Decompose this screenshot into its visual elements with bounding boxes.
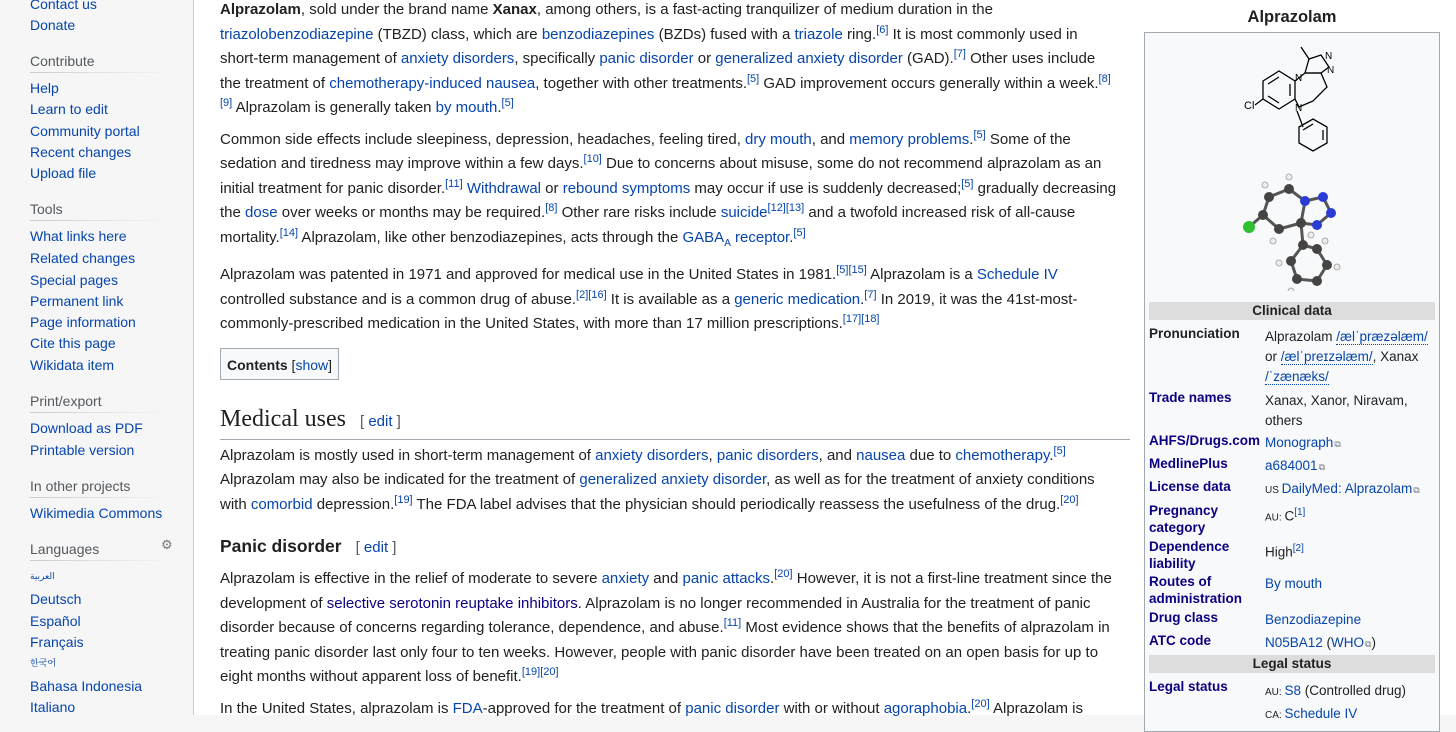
text: or: [541, 179, 563, 197]
sidebar-lang-deutsch[interactable]: Deutsch: [30, 591, 82, 607]
sidebar-link-contact-us[interactable]: Contact us: [30, 0, 97, 12]
sidebar-link-cite-this-page[interactable]: Cite this page: [30, 335, 116, 351]
infobox-value-ahfs[interactable]: Monograph ⧉: [1265, 434, 1435, 453]
infobox-label-drug-class[interactable]: Drug class: [1149, 610, 1219, 625]
text: , among others, is a fast-acting tranquilizer of medium duration in the: [536, 1, 993, 18]
citation-link[interactable]: [19]: [394, 493, 413, 506]
citation-link[interactable]: [15]: [848, 264, 867, 276]
sidebar-link-help[interactable]: Help: [30, 80, 59, 96]
citation-link[interactable]: [16]: [588, 288, 607, 301]
text: In 2019, it was the 41st-most-commonly-prescribed medication in the United States, with more than 17 million prescriptions.: [220, 290, 1078, 332]
bracket: ]: [392, 412, 401, 430]
sidebar-link-download-pdf[interactable]: Download as PDF: [30, 420, 143, 436]
link-gaba-a-receptor[interactable]: [682, 228, 790, 249]
text: In the United States, alprazolam is: [220, 699, 453, 717]
text: GAD improvement occurs generally within a week.: [759, 74, 1099, 92]
text: High: [1265, 544, 1293, 560]
infobox-value-dependence-liability: [1265, 540, 1435, 561]
citation-link[interactable]: [11]: [723, 617, 742, 629]
citation-link[interactable]: [5]: [973, 128, 986, 141]
sidebar-heading-other-projects: In other projects: [30, 478, 131, 494]
sidebar-link-permanent-link[interactable]: Permanent link: [30, 293, 124, 309]
sidebar-divider: [30, 560, 170, 561]
section-title: Medical uses: [220, 405, 346, 432]
sidebar-link-related-changes[interactable]: Related changes: [30, 250, 136, 266]
link-panic-disorder[interactable]: panic disorder: [685, 699, 780, 717]
structure-atom-n: N: [1327, 65, 1335, 76]
sidebar-heading-tools: Tools: [30, 201, 63, 217]
link-generalized-anxiety-disorder[interactable]: generalized anxiety disorder: [715, 50, 903, 67]
text: Alprazolam is generally taken: [232, 99, 436, 116]
text: (: [1322, 635, 1332, 650]
citation-link[interactable]: [13]: [785, 202, 805, 214]
section-heading-medical-uses: [220, 404, 1130, 440]
text: with or without: [779, 699, 884, 717]
link-chemotherapy-induced-nausea[interactable]: chemotherapy-induced nausea: [329, 74, 536, 92]
text: , specifically: [514, 50, 600, 67]
infobox-label-trade-names[interactable]: Trade names: [1149, 390, 1232, 405]
citation-link[interactable]: [5]: [1053, 444, 1066, 457]
infobox: [1144, 32, 1440, 732]
infobox-header-legal-status: Legal status: [1149, 655, 1435, 673]
table-of-contents: [220, 348, 339, 380]
text: and: [649, 570, 683, 587]
link-panic-disorder[interactable]: panic disorder: [599, 50, 694, 67]
citation-link[interactable]: [18]: [861, 313, 880, 325]
text: , Xanax: [1372, 349, 1419, 364]
link-fda[interactable]: FDA: [452, 699, 483, 717]
text: Alprazolam is mostly used in short-term management of: [220, 446, 596, 464]
text: or: [693, 50, 716, 67]
sidebar-lang-arabic[interactable]: العربية: [30, 571, 55, 581]
skeletal-formula-image[interactable]: [1241, 37, 1351, 161]
sidebar-lang-francais[interactable]: Français: [30, 634, 84, 650]
infobox-label-license-data[interactable]: License data: [1149, 479, 1231, 494]
text: or: [1265, 349, 1281, 364]
text: ): [1371, 635, 1376, 650]
toc-bracket: ]: [328, 356, 333, 373]
infobox-label-pronunciation: Pronunciation: [1149, 326, 1240, 341]
citation-link[interactable]: [20]: [774, 568, 793, 580]
text: It is available as a: [606, 290, 735, 308]
citation-link[interactable]: [1]: [1294, 507, 1306, 518]
text: US: [1265, 485, 1282, 496]
panic-disorder-paragraph-2: [220, 697, 1120, 722]
citation-link[interactable]: [5]: [793, 226, 806, 239]
infobox-label-routes[interactable]: Routes of administration: [1149, 574, 1243, 606]
text: It is most commonly used in short-term management of: [220, 25, 1078, 67]
structure-atom-n: N: [1295, 103, 1303, 114]
text: Some of the sedation and tiredness may improve within a few days.: [220, 130, 1071, 172]
section-heading-panic-disorder: [220, 533, 1120, 561]
gear-icon[interactable]: ⚙: [161, 537, 173, 552]
text: Alprazolam is a: [866, 266, 977, 283]
toc-bracket: [: [287, 356, 296, 373]
sidebar-divider: [30, 220, 170, 221]
text: depression.: [312, 495, 395, 513]
link-anxiety[interactable]: anxiety: [601, 570, 650, 587]
structure-atom-cl: Cl: [1244, 100, 1255, 112]
text: Alprazolam: [1265, 329, 1337, 344]
ball-and-stick-model-image[interactable]: [1239, 167, 1349, 291]
link-text: receptor: [730, 228, 790, 246]
sidebar-heading-print-export: Print/export: [30, 393, 102, 409]
citation-link[interactable]: [8]: [545, 202, 558, 214]
sidebar-divider: [30, 72, 170, 73]
infobox-label-dependence-liability[interactable]: Dependence liability: [1149, 539, 1230, 571]
text: (GAD).: [902, 50, 954, 67]
link-dose[interactable]: dose: [245, 204, 278, 221]
sidebar-link-wikimedia-commons[interactable]: Wikimedia Commons: [30, 505, 163, 521]
citation-link[interactable]: [5]: [501, 97, 514, 109]
sidebar-divider: [30, 412, 170, 413]
edit-link[interactable]: edit: [363, 539, 389, 556]
link-memory-problems[interactable]: memory problems: [849, 130, 970, 148]
sidebar-link-what-links-here[interactable]: What links here: [30, 228, 127, 244]
text: .: [967, 699, 972, 717]
text: .: [1049, 446, 1054, 464]
sidebar-heading-contribute: Contribute: [30, 53, 95, 69]
text: AU:: [1265, 512, 1285, 524]
bracket: [: [359, 412, 369, 430]
sidebar-link-printable-version[interactable]: Printable version: [30, 442, 135, 458]
sidebar-link-learn-to-edit[interactable]: Learn to edit: [30, 101, 108, 117]
bold-term: Xanax: [492, 1, 537, 18]
link-rebound-symptoms[interactable]: rebound symptoms: [562, 179, 691, 197]
text: However, it is not a first-line treatment since the development of: [220, 570, 1112, 612]
link-panic-disorders[interactable]: panic disorders: [716, 446, 819, 464]
link-by-mouth[interactable]: by mouth: [435, 99, 498, 116]
link-schedule-iv[interactable]: Schedule IV: [976, 266, 1058, 283]
schedule-iv-link[interactable]: Schedule IV: [1284, 706, 1358, 721]
infobox-label-atc-code[interactable]: ATC code: [1149, 633, 1212, 648]
text: Alprazolam, like other benzodiazepines, acts through the: [298, 228, 683, 246]
infobox-value-legal-status: [1265, 680, 1435, 726]
sidebar-link-page-information[interactable]: Page information: [30, 314, 136, 330]
link-benzodiazepines[interactable]: benzodiazepines: [541, 25, 655, 43]
sidebar-heading-languages: Languages: [30, 541, 100, 557]
text: (BZDs) fused with a: [654, 25, 795, 43]
citation-link[interactable]: [2]: [1292, 543, 1304, 554]
infobox-value-drug-class[interactable]: Benzodiazepine: [1265, 612, 1362, 627]
infobox-value-medlineplus[interactable]: a684001 ⧉: [1265, 457, 1435, 476]
dailymed-link[interactable]: DailyMed: Alprazolam ⧉: [1282, 481, 1420, 496]
infobox-value-routes[interactable]: By mouth: [1265, 576, 1323, 591]
infobox-value-pronunciation: [1265, 327, 1435, 387]
link-anxiety-disorders[interactable]: anxiety disorders: [400, 50, 515, 67]
citation-link[interactable]: [5]: [747, 72, 760, 85]
infobox-value-pregnancy-category: [1265, 504, 1435, 527]
ipa-link[interactable]: /ˈzænæks/: [1265, 369, 1329, 384]
text: .: [770, 570, 775, 587]
link-text: GABA: [682, 228, 725, 246]
sidebar-link-wikidata-item[interactable]: Wikidata item: [30, 357, 115, 373]
ipa-link[interactable]: /ælˈpræzəlæm/: [1336, 329, 1428, 344]
lead-paragraph-1: [220, 0, 1120, 121]
text: Alprazolam is: [989, 699, 1084, 717]
text: gradually decreasing the: [220, 179, 1117, 221]
citation-link[interactable]: [14]: [279, 226, 299, 239]
text: ring.: [842, 25, 877, 43]
infobox-header-clinical-data: Clinical data: [1149, 302, 1435, 320]
edit-section: [356, 539, 397, 556]
sidebar-link-upload-file[interactable]: Upload file: [30, 165, 97, 181]
lead-paragraph-3: [220, 263, 1120, 337]
infobox-label-legal-status[interactable]: Legal status: [1149, 679, 1228, 694]
lead-paragraph-2: [220, 128, 1120, 257]
ipa-link[interactable]: /ælˈpreɪzəlæm/: [1280, 349, 1373, 364]
citation-link[interactable]: [10]: [583, 153, 602, 165]
text: controlled substance and is a common drug of abuse.: [220, 290, 577, 308]
infobox-value-trade-names: Xanax, Xanor, Niravam, others: [1265, 393, 1408, 428]
text: and a twofold increased risk of all-cause mortality.: [220, 204, 1076, 246]
sidebar-lang-espanol[interactable]: Español: [30, 613, 81, 629]
citation-link[interactable]: [17]: [842, 313, 862, 325]
text: . Alprazolam is no longer recommended in Australia for the treatment of panic disorder because of concerns regarding tolerance, dependence, and abuse.: [220, 594, 1091, 636]
citation-link[interactable]: [7]: [864, 288, 877, 301]
text: (Controlled drug): [1300, 683, 1407, 698]
bracket: [: [355, 539, 364, 556]
panic-disorder-paragraph: [220, 567, 1120, 690]
link-chemotherapy[interactable]: chemotherapy: [955, 446, 1050, 464]
link-nausea[interactable]: nausea: [856, 446, 906, 464]
text: may occur if use is suddenly decreased;: [690, 179, 962, 197]
bracket: ]: [388, 539, 397, 556]
toc-title: Contents: [227, 356, 288, 373]
citation-link[interactable]: [19]: [521, 666, 541, 678]
citation-link[interactable]: [12]: [767, 202, 786, 214]
text: , and: [818, 446, 857, 464]
text: Common side effects include sleepiness, depression, headaches, feeling tired,: [220, 130, 746, 148]
sidebar-lang-korean[interactable]: 한국어: [30, 658, 57, 668]
citation-link[interactable]: [6]: [876, 23, 889, 36]
text: Other uses include the treatment of: [220, 50, 1096, 92]
toc-show-link[interactable]: show: [295, 356, 329, 373]
citation-link[interactable]: [11]: [445, 177, 463, 190]
citation-link[interactable]: [2]: [576, 288, 589, 301]
link-anxiety-disorders[interactable]: anxiety disorders: [595, 446, 709, 464]
medical-uses-paragraph: [220, 444, 1120, 518]
sidebar-link-donate[interactable]: Donate: [30, 17, 76, 33]
who-link[interactable]: WHO ⧉: [1331, 635, 1371, 650]
sidebar-lang-italiano[interactable]: Italiano: [30, 699, 76, 715]
citation-link[interactable]: [20]: [1060, 493, 1079, 506]
text: , and: [811, 130, 850, 148]
link-panic-attacks[interactable]: panic attacks: [682, 570, 771, 587]
link-withdrawal[interactable]: Withdrawal: [466, 179, 542, 197]
content-area: [193, 0, 1456, 721]
link-subscript: A: [724, 237, 731, 249]
sidebar-link-recent-changes[interactable]: Recent changes: [30, 144, 132, 160]
edit-link[interactable]: edit: [368, 412, 393, 430]
sidebar: [0, 0, 193, 715]
infobox-value-atc-code: [1265, 634, 1435, 653]
text: C: [1284, 508, 1295, 524]
link-generic-medication[interactable]: generic medication: [734, 290, 861, 308]
article-body: [220, 0, 1120, 728]
sidebar-divider: [30, 497, 170, 498]
citation-link[interactable]: [8]: [1098, 72, 1111, 85]
structure-atom-n: N: [1325, 51, 1333, 62]
sidebar-link-special-pages[interactable]: Special pages: [30, 272, 118, 288]
link-dry-mouth[interactable]: dry mouth: [745, 130, 812, 148]
text: The FDA label advises that the physician should periodically reassess the usefulness of the drug.: [412, 495, 1061, 513]
text: .: [497, 99, 502, 116]
text: Alprazolam was patented in 1971 and approved for medical use in the United States in 1981.: [220, 266, 837, 283]
infobox-label-medlineplus[interactable]: MedlinePlus: [1149, 456, 1228, 471]
citation-link[interactable]: [20]: [540, 666, 559, 678]
text: Most evidence shows that the benefits of alprazolam in treating panic disorder last only four to ten weeks. However, people with panic disorder have been treated on an open basis for up to eight months without apparent loss of benefit.: [220, 619, 1110, 685]
link-comorbid[interactable]: comorbid: [250, 495, 313, 513]
text: , as well as for the treatment of anxiety conditions with: [220, 471, 1095, 513]
citation-link[interactable]: [5]: [961, 177, 974, 190]
text: .: [789, 228, 794, 246]
infobox-label-ahfs[interactable]: AHFS/Drugs.com: [1149, 433, 1261, 448]
text: AU:: [1265, 687, 1285, 698]
infobox-title: Alprazolam: [1247, 8, 1337, 26]
text: Alprazolam is effective in the relief of moderate to severe: [220, 570, 602, 587]
sidebar-lang-bahasa-indonesia[interactable]: Bahasa Indonesia: [30, 678, 143, 694]
text: ,: [708, 446, 717, 464]
text: , together with other treatments.: [535, 74, 747, 92]
section-title: Panic disorder: [220, 536, 342, 556]
text: Due to concerns about misuse, some do not recommend alprazolam as an initial treatment for panic disorder.: [220, 155, 1102, 197]
text: .: [969, 130, 974, 148]
text: CA:: [1265, 710, 1285, 721]
link-triazolobenzodiazepine[interactable]: triazolobenzodiazepine: [220, 25, 374, 43]
citation-link[interactable]: [9]: [220, 97, 233, 109]
text: over weeks or months may be required.: [277, 204, 546, 221]
text: -approved for the treatment of: [482, 699, 686, 717]
atc-link[interactable]: N05BA12: [1265, 635, 1323, 650]
edit-section: [360, 413, 401, 430]
citation-link[interactable]: [5]: [836, 264, 849, 276]
link-suicide[interactable]: suicide: [720, 204, 768, 221]
infobox-value-license-data: [1265, 480, 1435, 499]
sidebar-link-community-portal[interactable]: Community portal: [30, 123, 140, 139]
text: Other rare risks include: [557, 204, 721, 221]
text: , sold under the brand name: [300, 1, 493, 18]
infobox-label-pregnancy-category[interactable]: Pregnancy category: [1149, 503, 1219, 535]
bold-term: Alprazolam: [220, 1, 301, 18]
s8-link[interactable]: S8: [1284, 683, 1301, 698]
text: Alprazolam may also be indicated for the treatment of: [220, 471, 580, 488]
citation-link[interactable]: [7]: [953, 48, 966, 60]
link-ssri[interactable]: selective serotonin reuptake inhibitors: [326, 594, 578, 612]
text: due to: [905, 446, 956, 464]
citation-link[interactable]: [20]: [971, 697, 990, 710]
link-generalized-anxiety-disorder[interactable]: generalized anxiety disorder: [579, 471, 767, 488]
text: .: [860, 290, 865, 308]
link-triazole[interactable]: triazole: [794, 25, 843, 43]
text: (TBZD) class, which are: [373, 25, 542, 43]
structure-atom-n: N: [1295, 73, 1303, 84]
link-agoraphobia[interactable]: agoraphobia: [883, 699, 968, 717]
